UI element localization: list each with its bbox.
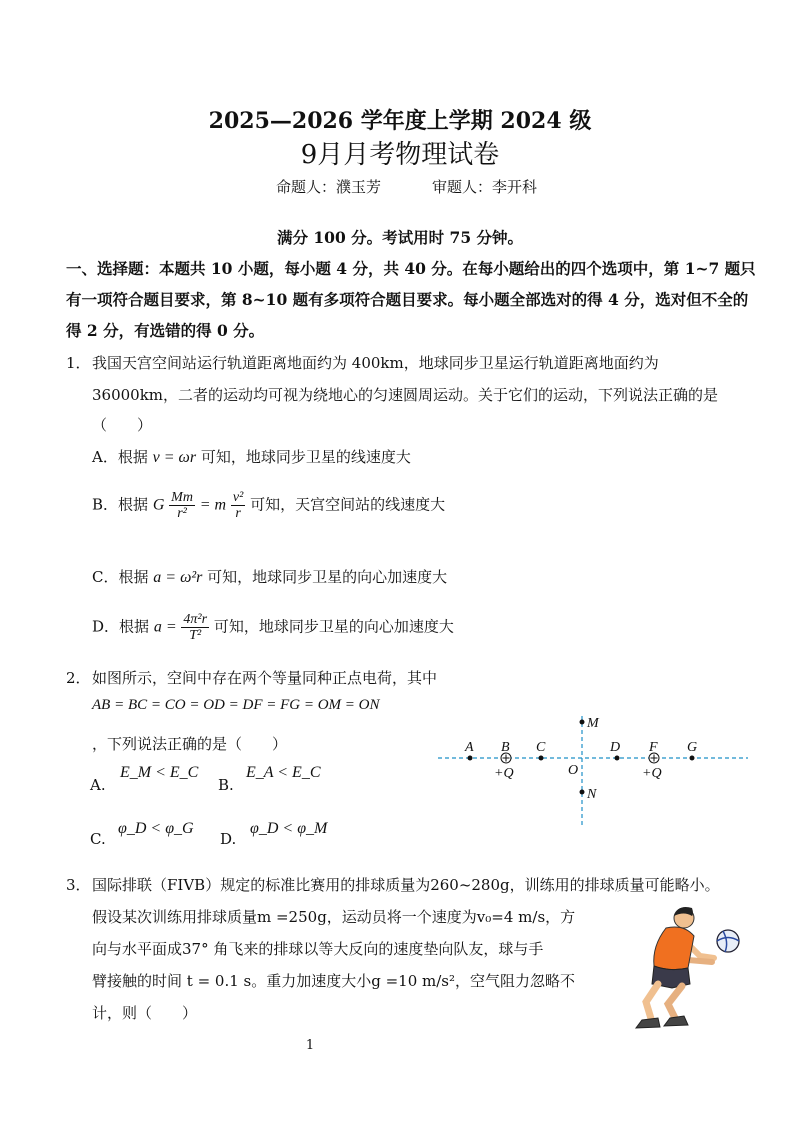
- charge-diagram: [430, 712, 760, 832]
- q2-option-a-formula: E_M < E_C: [120, 764, 199, 781]
- q2-option-b-formula: E_A < E_C: [246, 764, 321, 781]
- label-f: F: [649, 740, 658, 755]
- score-info: 满分 100 分。考试用时 75 分钟。: [276, 228, 523, 247]
- label-d: D: [610, 740, 621, 755]
- section1-line3: 得 2 分，有选错的得 0 分。: [66, 321, 265, 340]
- option-d-frac: $\frac{\text{4π²r}}{\text{T²}}$: [183, 612, 208, 643]
- option-b-frac2: $\frac{\text{v²}}{r}$: [232, 490, 244, 521]
- option-b-suffix: 可知，天宫空间站的线速度大: [250, 495, 446, 514]
- q3-line1: 国际排联（FIVB）规定的标准比赛用的排球质量为260~280g，训练用的排球质量可能略小。: [92, 876, 720, 894]
- q2-equation: AB = BC = CO = OD = DF = FG = OM = ON: [92, 697, 380, 713]
- section1-line1: 一、选择题：本题共 10 小题，每小题 4 分，共 40 分。在每小题给出的四个选项中，第 1~7 题只: [66, 259, 756, 278]
- option-a-formula: v = ωr: [152, 449, 197, 466]
- point-n: [580, 790, 585, 795]
- option-d-suffix: 可知，地球同步卫星的向心加速度大: [213, 617, 454, 636]
- label-a: A: [465, 740, 474, 755]
- label-m: M: [587, 716, 599, 731]
- q2-line3: ，下列说法正确的是（ ）: [92, 735, 288, 753]
- option-d-prefix: D．根据: [92, 617, 150, 636]
- q3-line5: 计，则（ ）: [92, 1004, 198, 1022]
- point-d: [615, 756, 620, 761]
- author-left: 命题人：濮玉芳: [276, 178, 382, 196]
- label-charge-left: +Q: [494, 766, 514, 781]
- q1-option-d: [92, 612, 454, 643]
- author-right: 审题人：李开科: [432, 178, 538, 196]
- q2-option-b-label: B.: [218, 776, 234, 794]
- label-o: O: [568, 763, 579, 778]
- q2-number: 2．: [66, 669, 91, 687]
- q3-line4: 臂接触的时间 t = 0.1 s。重力加速度大小g =10 m/s²，空气阻力忽略不: [92, 972, 576, 990]
- q3-line2: 假设某次训练用排球质量m =250g，运动员将一个速度为v₀=4 m/s，方: [92, 908, 576, 926]
- q3-line3: 向与水平面成37° 角飞来的排球以等大反向的速度垫向队友，球与手: [92, 940, 544, 958]
- q1-option-a: [92, 446, 411, 467]
- q1-option-c: [92, 566, 447, 587]
- option-b-g: G: [152, 496, 165, 514]
- volleyball-player-illustration: [608, 896, 758, 1036]
- shoe-left: [636, 1018, 660, 1028]
- shoe-right: [664, 1016, 688, 1026]
- point-c: [539, 756, 544, 761]
- q1-paren: （ ）: [92, 416, 153, 434]
- label-b: B: [501, 740, 510, 755]
- q1-line1: 我国天宫空间站运行轨道距离地面约为 400km，地球同步卫星运行轨道距离地面约为: [92, 354, 659, 372]
- q2-option-d-formula: φ_D < φ_M: [250, 820, 328, 837]
- option-d-lhs: a =: [153, 618, 177, 636]
- option-a-suffix: 可知，地球同步卫星的线速度大: [200, 448, 411, 466]
- exam-subtitle: 9月月考物理试卷: [300, 140, 500, 170]
- point-a: [468, 756, 473, 761]
- option-a-prefix: A．根据: [92, 448, 148, 466]
- point-g: [690, 756, 695, 761]
- section1-line2: 有一项符合题目要求，第 8~10 题有多项符合题目要求。每小题全部选对的得 4 分，选对但不全的: [66, 290, 749, 309]
- q1-option-b: [92, 490, 445, 521]
- option-c-formula: a = ω²r: [153, 569, 203, 586]
- q1-line2: 36000km，二者的运动均可视为绕地心的匀速圆周运动。关于它们的运动，下列说法正确的是: [92, 386, 719, 404]
- option-c-prefix: C．根据: [92, 568, 149, 586]
- option-c-suffix: 可知，地球同步卫星的向心加速度大: [207, 568, 448, 586]
- point-m: [580, 720, 585, 725]
- q2-option-d-label: D.: [220, 830, 237, 848]
- label-c: C: [536, 740, 546, 755]
- label-g: G: [687, 740, 698, 755]
- q2-option-c-label: C.: [90, 830, 106, 848]
- option-b-frac1: $\frac{Mm}{\text{r²}}$: [171, 490, 193, 521]
- q2-option-a-label: A.: [90, 776, 106, 794]
- q2-line1: 如图所示，空间中存在两个等量同种正点电荷，其中: [92, 669, 438, 687]
- shirt: [654, 927, 694, 970]
- exam-title: 2025—2026 学年度上学期 2024 级: [208, 108, 592, 134]
- volleyball-icon: [717, 930, 739, 952]
- label-n: N: [587, 787, 597, 802]
- q1-number: 1．: [66, 354, 91, 372]
- q3-number: 3．: [66, 876, 91, 894]
- q2-option-c-formula: φ_D < φ_G: [118, 820, 194, 837]
- label-charge-right: +Q: [642, 766, 662, 781]
- option-b-prefix: B．根据: [92, 495, 149, 514]
- option-b-eq: = m: [199, 496, 227, 514]
- page-number: 1: [305, 1038, 315, 1053]
